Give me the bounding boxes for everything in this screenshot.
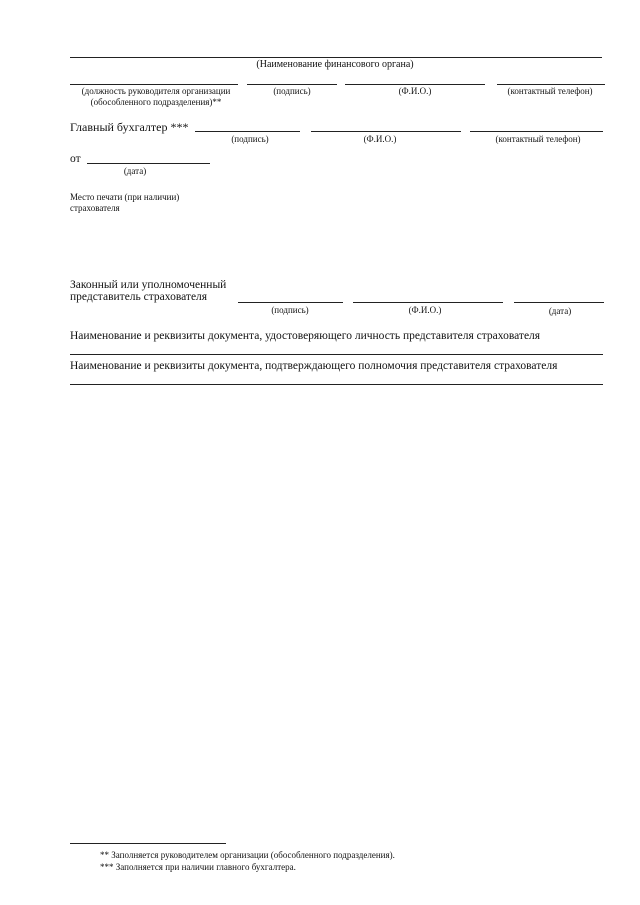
identity-doc-line[interactable] [70, 354, 603, 355]
representative-signature-caption: (подпись) [271, 305, 309, 315]
identity-doc-label: Наименование и реквизиты документа, удостоверяющего личность представителя страхователя [70, 330, 541, 342]
finance-org-caption: (Наименование финансового органа) [256, 59, 414, 70]
chief-accountant-phone-line[interactable] [470, 131, 603, 132]
date-caption: (дата) [123, 166, 147, 176]
head-phone-line[interactable] [497, 84, 605, 85]
representative-fio-caption: (Ф.И.О.) [408, 305, 442, 315]
footnote-1: ** Заполняется руководителем организации (обособленного подразделения). [100, 850, 395, 860]
footnote-separator [70, 843, 226, 844]
head-fio-line[interactable] [345, 84, 485, 85]
authority-doc-line[interactable] [70, 384, 603, 385]
stamp-label: Место печати (при наличии) страхователя [70, 192, 180, 213]
representative-date-caption: (дата) [548, 306, 572, 316]
representative-label-line2: представитель страхователя [70, 291, 208, 303]
chief-accountant-label: Главный бухгалтер *** [70, 120, 189, 134]
head-position-line[interactable] [70, 84, 238, 85]
chief-accountant-fio-line[interactable] [311, 131, 461, 132]
head-signature-caption: (подпись) [273, 86, 311, 96]
footnote-2: *** Заполняется при наличии главного бухгалтера. [100, 862, 296, 872]
date-from-label: от [70, 153, 81, 165]
head-position-caption: (должность руководителя организации (обособленного подразделения)** [81, 86, 231, 107]
chief-accountant-phone-caption: (контактный телефон) [495, 134, 581, 144]
head-signature-line[interactable] [247, 84, 337, 85]
representative-date-line[interactable] [514, 302, 604, 303]
authority-doc-label: Наименование и реквизиты документа, подтверждающего полномочия представителя страхователя [70, 360, 558, 372]
head-phone-caption: (контактный телефон) [507, 86, 593, 96]
chief-accountant-fio-caption: (Ф.И.О.) [363, 134, 397, 144]
representative-signature-line[interactable] [238, 302, 343, 303]
date-line[interactable] [87, 163, 210, 164]
representative-fio-line[interactable] [353, 302, 503, 303]
finance-org-line[interactable] [70, 57, 602, 58]
representative-label-line1: Законный или уполномоченный [70, 279, 227, 291]
chief-accountant-signature-line[interactable] [195, 131, 300, 132]
chief-accountant-signature-caption: (подпись) [231, 134, 269, 144]
head-fio-caption: (Ф.И.О.) [398, 86, 432, 96]
